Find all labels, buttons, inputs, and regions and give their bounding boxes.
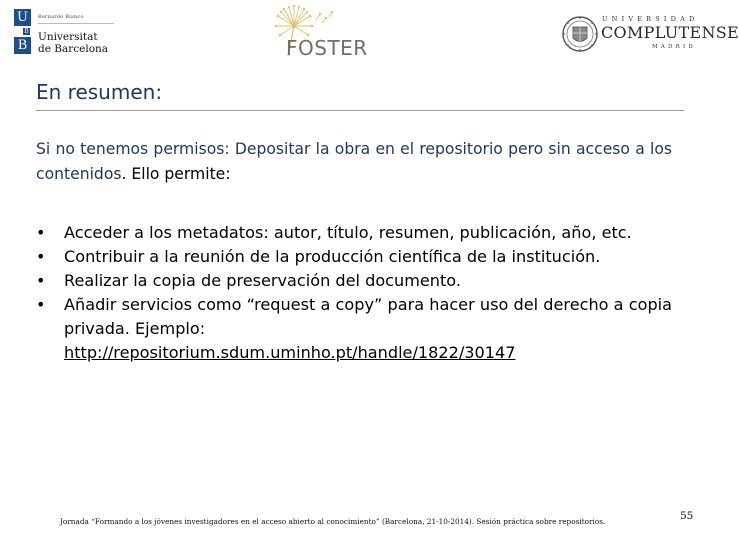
ub-logo-b-block: B [14, 37, 31, 54]
bullet-item [36, 245, 672, 269]
bullet-dot-icon: • [36, 295, 46, 314]
repository-example-link[interactable]: http://repositorium.sdum.uminho.pt/handle/1822/30147 [64, 343, 516, 362]
ub-logo-name-line1: Universitat [38, 31, 98, 43]
ucm-logo-line2: COMPLUTENSE [601, 23, 739, 42]
title-divider [36, 110, 684, 111]
ub-logo-mini-block: B [24, 27, 29, 35]
foster-wordmark: FOSTER [286, 36, 368, 60]
bullet-item [36, 269, 672, 293]
page-number: 55 [680, 510, 694, 522]
ucm-crest-icon [562, 14, 598, 54]
ub-logo [14, 6, 124, 56]
bullet-item [36, 221, 672, 245]
ub-logo-rule [38, 23, 114, 24]
bullet-list [36, 221, 672, 365]
bullet-text: Contribuir a la reunión de la producción científica de la institución. [64, 247, 601, 266]
footer-note: Jornada “Formando a los jóvenes investigadores en el acceso abierto al conocimiento” (Barcelona, 21-10-2014). Sesión práctica sobre repositorios. [60, 517, 606, 526]
bullet-item [36, 293, 672, 365]
intro-highlight: Si no tenemos permisos: Depositar la obra en el repositorio pero sin acceso a los contenidos [36, 140, 672, 183]
intro-paragraph [36, 137, 672, 187]
slide-title: En resumen: [36, 80, 163, 104]
ucm-logo [562, 14, 739, 60]
ucm-logo-line3: MADRID [652, 44, 696, 50]
bullet-text: Acceder a los metadatos: autor, título, resumen, publicación, año, etc. [64, 223, 632, 242]
bullet-dot-icon: • [36, 271, 46, 290]
ub-logo-name [38, 31, 108, 55]
foster-logo [272, 4, 390, 60]
ub-logo-name-line2: de Barcelona [38, 43, 109, 55]
ucm-logo-line1: UNIVERSIDAD [602, 15, 699, 23]
ub-logo-u-block: U [14, 9, 31, 26]
bullet-text: Realizar la copia de preservación del documento. [64, 271, 461, 290]
bullet-dot-icon: • [36, 247, 46, 266]
ub-logo-tiny-text: Bernardo Bianco [38, 14, 84, 20]
bullet-text: Añadir servicios como “request a copy” para hacer uso del derecho a copia privada. Ejemplo: [64, 295, 672, 338]
bullet-dot-icon: • [36, 223, 46, 242]
intro-rest: . Ello permite: [121, 165, 231, 183]
